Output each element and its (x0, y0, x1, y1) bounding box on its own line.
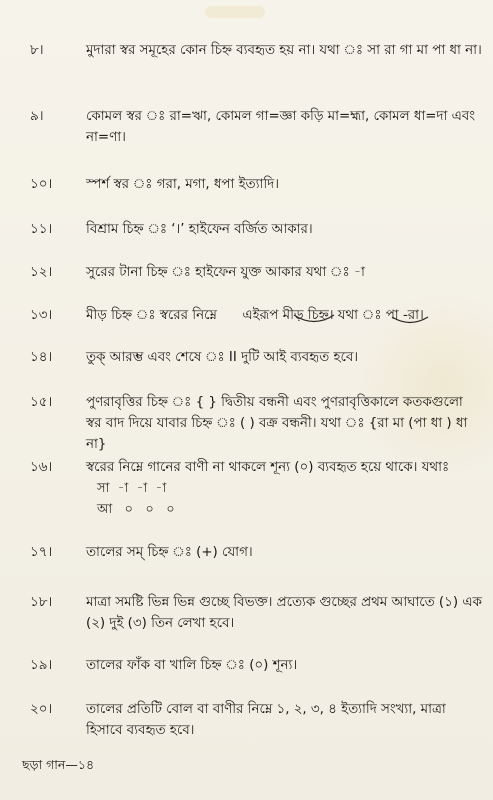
entry-text: বিশ্রাম চিহ্ন ঃ ‘।’ হাইফেন বর্জিত আকার। (86, 222, 313, 237)
page-stain (205, 6, 265, 18)
entry-number: ২০। (30, 702, 53, 717)
entry-text: তালের প্রতিটি বোল বা বাণীর নিম্নে ১, ২, ৩, ৪ ইত্যাদি সংখ্যা, মাত্রা হিসাবে ব্যবহৃত হবে। (86, 702, 450, 738)
entry-number: ১৭। (30, 545, 53, 560)
notation-example-swaras: সা -া -া -া (97, 481, 167, 496)
entry-text: মুদারা স্বর সমূহের কোন চিহ্ন ব্যবহৃত হয় না। যথা ঃ সা রা গা মা পা ধা না। (86, 43, 482, 58)
entry-number: ১১। (30, 222, 53, 237)
entry-number: ১৩। (30, 308, 53, 323)
entry-text: মীড় চিহ্ন ঃ স্বরের নিম্নে এইরূপ মীড় চিহ্ন। যথা ঃ পা -রা। (86, 308, 424, 323)
entry-text: স্পর্শ স্বর ঃ গরা, মগা, ধপা ইত্যাদি। (86, 177, 280, 192)
entry-text: তুক্ আরম্ভ এবং শেষে ঃ II দুটি আই ব্যবহৃত হবে। (86, 350, 359, 365)
entry-number: ১২। (30, 265, 53, 280)
entry-text: তালের ফাঁক বা খালি চিহ্ন ঃ (০) শূন্য। (86, 658, 298, 673)
entry-number: ১০। (30, 177, 53, 192)
page-footer: ছড়া গান—১৪ (22, 757, 95, 772)
entry-text: স্বরের নিম্নে গানের বাণী না থাকলে শূন্য (০) ব্যবহৃত হয়ে থাকে। যথাঃ (86, 460, 450, 475)
notation-example-words: আ ০ ০ ০ (97, 502, 175, 517)
entry-number: ৯। (30, 109, 44, 124)
entry-number: ৮। (30, 43, 44, 58)
entry-text: সুরের টানা চিহ্ন ঃ হাইফেন যুক্ত আকার যথা ঃ -া (86, 265, 365, 280)
entry-text: তালের সম্ চিহ্ন ঃ (+) যোগ। (86, 545, 253, 560)
entry-text: মাত্রা সমষ্টি ভিন্ন ভিন্ন গুচ্ছে বিভক্ত। প্রত্যেক গুচ্ছের প্রথম আঘাতে (১) এক (২) দুই (৩) তিন লেখা হবে। (86, 595, 487, 631)
entry-number: ১৪। (30, 350, 53, 365)
entry-text: পুণরাবৃত্তির চিহ্ন ঃ { } দ্বিতীয় বন্ধনী এবং পুণরাবৃত্তিকালে কতকগুলো স্বর বাদ দিয়ে যাবার চিহ্ন ঃ ( ) বক্র বন্ধনী। যথা ঃ {রা মা (পা ধা ) ধা না} (86, 395, 472, 452)
entry-number: ১৬। (30, 460, 53, 475)
entry-number: ১৮। (30, 595, 53, 610)
entry-number: ১৯। (30, 658, 53, 673)
entry-text: কোমল স্বর ঃ রা=ঋা, কোমল গা=জ্ঞা কড়ি মা=হ্মা, কোমল ধা=দা এবং না=ণা। (86, 109, 480, 145)
entry-number: ১৫। (30, 395, 53, 410)
